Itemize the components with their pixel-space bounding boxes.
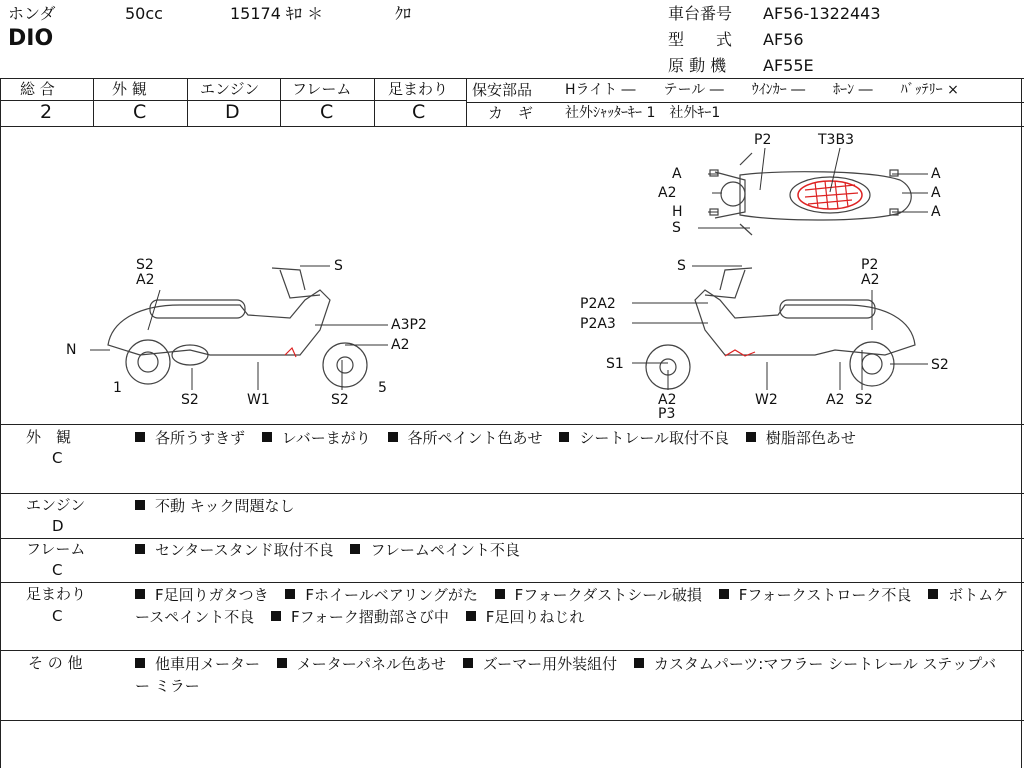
label-top: P2 (754, 132, 772, 148)
comment-item: 樹脂部色あせ (746, 429, 856, 447)
label-right: P2A3 (580, 316, 616, 332)
label-left: 1 (113, 380, 122, 396)
comment-suspension (135, 584, 1010, 628)
comment-item: Fフォークダストシール破損 (495, 586, 702, 604)
grade-frame: C (320, 101, 334, 123)
grade-header-suspension: 足まわり (388, 80, 449, 98)
label-top: A (672, 166, 682, 182)
grade-engine: D (225, 101, 240, 123)
bullet-icon (135, 658, 145, 668)
label-right: A2 (861, 272, 880, 288)
maker: ホンダ (8, 4, 56, 23)
bullet-icon (719, 589, 729, 599)
callout-lines (90, 148, 928, 390)
label-left: S2 (331, 392, 349, 408)
label-right: S (677, 258, 686, 274)
safety-items: Hライト ― テール ― ｳｲﾝｶｰ ― ﾎｰﾝ ― ﾊﾞｯﾃﾘｰ × (565, 82, 959, 98)
section-title-frame: フレーム (26, 540, 86, 558)
label-top: A2 (658, 185, 677, 201)
comment-item: Fフォーク摺動部さび中 (271, 608, 449, 626)
bullet-icon (135, 544, 145, 554)
section-grade-frame: C (52, 561, 63, 579)
grade-header-exterior: 外 観 (112, 80, 147, 98)
bullet-icon (746, 432, 756, 442)
label-right: P3 (658, 406, 676, 422)
key-value: 社外ｼｬｯﾀｰｷｰ 1 社外ｷｰ1 (565, 105, 721, 121)
bullet-icon (559, 432, 569, 442)
comment-item: 各所うすきず (135, 429, 245, 447)
bullet-icon (135, 432, 145, 442)
comment-item: 各所ペイント色あせ (388, 429, 543, 447)
comment-frame (135, 539, 1010, 561)
comment-item: ボトムケースペイント不良 (135, 586, 1009, 626)
label-top: H (672, 204, 683, 220)
frame-value: AF56-1322443 (763, 4, 881, 23)
comment-item: F足回りねじれ (466, 608, 585, 626)
bullet-icon (928, 589, 938, 599)
bullet-icon (350, 544, 360, 554)
model-name: DIO (8, 26, 54, 51)
label-left: S (334, 258, 343, 274)
comment-item: フレームペイント不良 (350, 541, 519, 559)
bullet-icon (388, 432, 398, 442)
label-right: S1 (606, 356, 624, 372)
label-top: S (672, 220, 681, 236)
comment-item: 不動 キック問題なし (135, 497, 294, 515)
section-grade-suspension: C (52, 607, 63, 625)
section-title-other: そ の 他 (28, 654, 83, 672)
type-label: 型 式 (668, 30, 733, 49)
bullet-icon (495, 589, 505, 599)
section-title-engine: エンジン (26, 496, 86, 514)
safety-label: 保安部品 (472, 81, 533, 99)
comment-item: ズーマー用外装組付 (463, 655, 617, 673)
comment-item: Fフォークストローク不良 (719, 586, 912, 604)
label-right: A2 (658, 392, 677, 408)
grade-header-engine: エンジン (200, 80, 260, 98)
section-title-exterior: 外 観 (26, 428, 72, 446)
comment-engine (135, 495, 1010, 517)
label-left: N (66, 342, 77, 358)
label-right: A2 (826, 392, 845, 408)
label-right: P2A2 (580, 296, 616, 312)
bullet-icon (634, 658, 644, 668)
type-value: AF56 (763, 30, 804, 49)
bullet-icon (285, 589, 295, 599)
comment-item: Fホイールベアリングがた (285, 586, 477, 604)
label-top: A (931, 204, 941, 220)
bullet-icon (277, 658, 287, 668)
label-right: S2 (931, 357, 949, 373)
comment-item: カスタムパーツ:マフラー シートレール ステップバー ミラー (135, 655, 997, 695)
bullet-icon (463, 658, 473, 668)
bullet-icon (262, 432, 272, 442)
grade-header-frame: フレーム (292, 80, 352, 98)
grade-suspension: C (412, 101, 426, 123)
bullet-icon (135, 589, 145, 599)
engine-label: 原 動 機 (668, 56, 727, 75)
comment-exterior (135, 427, 1010, 449)
label-left: S2 (181, 392, 199, 408)
comment-item: シートレール取付不良 (559, 429, 729, 447)
plate-number: 15174 ｷﾛ ＊ (230, 4, 324, 23)
label-right: W2 (755, 392, 778, 408)
label-left: W1 (247, 392, 270, 408)
color: ｸﾛ (395, 4, 412, 23)
section-grade-exterior: C (52, 449, 63, 467)
grade-header-total: 総 合 (20, 80, 55, 98)
label-left: A2 (136, 272, 155, 288)
bullet-icon (271, 611, 281, 621)
label-top: A (931, 185, 941, 201)
bullet-icon (135, 500, 145, 510)
label-left: A3P2 (391, 317, 427, 333)
key-label: カ ギ (488, 104, 534, 122)
label-left: A2 (391, 337, 410, 353)
label-top: T3B3 (818, 132, 854, 148)
engine-value: AF55E (763, 56, 814, 75)
displacement: 50cc (125, 4, 163, 23)
label-left: 5 (378, 380, 387, 396)
comment-item: レバーまがり (262, 429, 371, 447)
grade-exterior: C (133, 101, 147, 123)
bullet-icon (466, 611, 476, 621)
grade-total: 2 (40, 101, 53, 123)
section-grade-engine: D (52, 517, 64, 535)
comment-item: F足回りガタつき (135, 586, 269, 604)
label-top: A (931, 166, 941, 182)
comment-item: センタースタンド取付不良 (135, 541, 334, 559)
label-right: S2 (855, 392, 873, 408)
label-right: P2 (861, 257, 879, 273)
scooter-top-view (710, 153, 911, 235)
comment-item: メーターパネル色あせ (277, 655, 446, 673)
section-title-suspension: 足まわり (26, 585, 87, 603)
label-left: S2 (136, 257, 154, 273)
frame-label: 車台番号 (668, 4, 733, 23)
comment-item: 他車用メーター (135, 655, 260, 673)
comment-other (135, 653, 1010, 697)
